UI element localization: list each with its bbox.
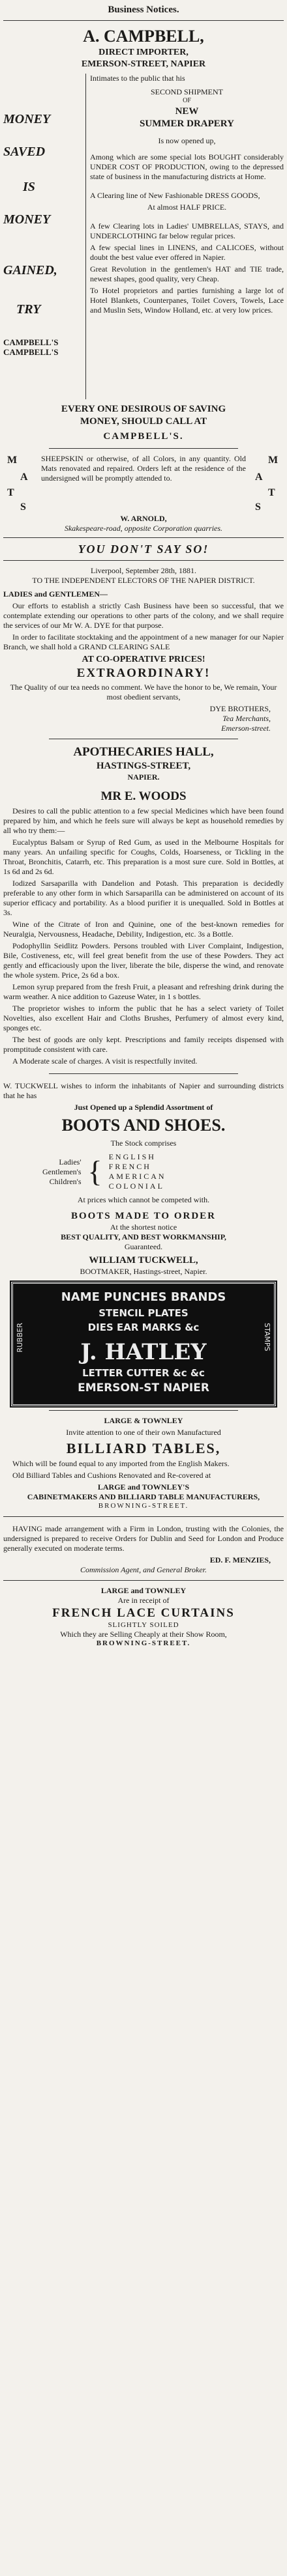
mats-letter-m-right: M (268, 454, 279, 466)
lace-ad (3, 1585, 284, 1650)
arnold-name: W. ARNOLD, (120, 513, 167, 523)
divider (3, 560, 284, 561)
woods-p1: Desires to call the public attention to a few special Medicines which have been found prepared by him, and which he feels sure will always be kept as household remedies by all who try them:— (3, 806, 284, 835)
campbell-right-column (86, 74, 284, 317)
woods-p4: Wine of the Citrate of Iron and Quinine, one of the best-known remedies for Neuralgia, Nervousness, Headache, Debility, Indigestion, etc. 3s a Bottle. (3, 919, 284, 939)
large-p1: Which will be found equal to any imported from the English Makers. (12, 1459, 230, 1468)
lace-street: BROWNING-STREET. (96, 1639, 191, 1648)
woods-p9: A Moderate scale of charges. A visit is respectfully invited. (12, 1056, 198, 1066)
divider (3, 20, 284, 21)
left-word-campbells-2: CAMPBELL'S (3, 347, 59, 358)
campbell-p2: A Clearing line of New Fashionable DRESS GOODS, (90, 191, 260, 201)
campbell-summer: SUMMER DRAPERY (140, 118, 234, 129)
campbell-p4: A few Clearing lots in Ladies' UMBRELLAS, STAYS, and UNDERCLOTHING far below regular prices. (90, 221, 284, 241)
cat-ladies: Ladies' (59, 1157, 82, 1167)
mats-letter-m: M (7, 454, 18, 466)
woods-p2: Eucalyptus Balsam or Syrup of Red Gum, as used in the Melbourne Hospitals for many years. An unfailing specific for Coughs, Colds, Hoarseness, or Tickling in the Throat, Bronchitis, Catarrh, etc. This preparation is a most sure cure. Sold in Bottles, at 1s 6d and 2s 6d. (3, 837, 284, 876)
hatley-engraved-plate (11, 1282, 276, 1406)
menzies-name: ED. F. MENZIES, (209, 1555, 271, 1564)
woods-p3: Iodized Sarsaparilla with Dandelion and Potash. This preparation is decidedly preferable to any other form in which Sarsaparilla can be administered on account of its superior efficacy and portability. As a blood purifier it is unequalled. Sold in Bottles at 3s. (3, 878, 284, 917)
large-name: LARGE & TOWNLEY (104, 1415, 183, 1425)
brace-icon: { (87, 1155, 102, 1188)
hatley-l1: NAME PUNCHES BRANDS (61, 1290, 226, 1304)
cat-gentlemen: Gentlemen's (42, 1167, 82, 1176)
tuckwell-notice: At the shortest notice (110, 1222, 177, 1232)
woods-title2: HASTINGS-STREET, (96, 761, 191, 771)
campbell-p6: Great Revolution in the gentlemen's HAT and TIE trade, newest shapes, good quality, very Cheap. (90, 264, 284, 284)
dye-date: Liverpool, September 28th, 1881. (91, 566, 196, 575)
campbell-name: A. CAMPBELL, (83, 26, 204, 46)
lace-curtains: CURTAINS (160, 1606, 235, 1620)
origin-american: AMERICAN (108, 1172, 166, 1181)
left-word-try: TRY (16, 302, 41, 317)
campbell-sub2: EMERSON-STREET, NAPIER (81, 59, 206, 69)
campbell-new: NEW (175, 106, 199, 117)
mats-letter-t-right: T (268, 487, 275, 498)
campbell-body (3, 74, 284, 399)
hatley-side-left: RUBBER (16, 1322, 24, 1352)
lace-name: LARGE and TOWNLEY (100, 1585, 187, 1595)
large-name2: LARGE and TOWNLEY'S (97, 1482, 190, 1492)
campbell-left-column (3, 74, 86, 399)
dye-sign1: DYE BROTHERS, (209, 704, 271, 714)
tuckwell-quality: BEST QUALITY, AND BEST WORKMANSHIP, (61, 1232, 226, 1241)
hatley-l3: DIES EAR MARKS &c (87, 1321, 200, 1333)
campbell-p7: To Hotel proprietors and parties furnishing a large lot of Hotel Blankets, Counterpanes, Toilet Covers, Towels, Lace and Muslin Sets, Window Holland, etc. at very low prices. (90, 286, 284, 315)
left-word-gained: GAINED, (3, 263, 57, 278)
campbell-footer3: CAMPBELL'S. (103, 431, 184, 442)
woods-title3: NAPIER. (127, 772, 160, 782)
tuckwell-origins (109, 1152, 166, 1191)
cat-children: Children's (49, 1176, 82, 1186)
hatley-l4: J. HATLEY (80, 1338, 207, 1365)
menzies-role: Commission Agent, and General Broker. (80, 1564, 207, 1574)
dye-to: TO THE INDEPENDENT ELECTORS OF THE NAPIER DISTRICT. (32, 576, 255, 585)
large-billiard: BILLIARD TABLES, (66, 1439, 221, 1456)
divider (3, 537, 284, 538)
lace-line (3, 1606, 284, 1621)
origin-french: FRENCH (108, 1162, 151, 1171)
campbell-of: OF (183, 97, 191, 105)
origin-colonial: COLONIAL (108, 1182, 164, 1191)
divider (49, 1073, 238, 1074)
tuckwell-prices: At prices which cannot be competed with. (77, 1195, 210, 1204)
mats-letter-a: A (20, 471, 28, 483)
woods-p7: The proprietor wishes to inform the public that he has a select variety of Toilet Novelties, also excellent Hair and Cloths Brushes, Perfumery of almost every kind, sponges etc. (3, 1003, 284, 1032)
woods-p6: Lemon syrup prepared from the fresh Fruit, a pleasant and refreshing drink during the warm weather. A nice addition to Gazeuse Water, in 1 s bottles. (3, 982, 284, 1001)
left-word-money-2: MONEY (3, 212, 51, 227)
campbell-opened: Is now opened up, (158, 136, 216, 146)
dye-greeting: LADIES and GENTLEMEN— (3, 589, 108, 599)
campbell-shipment: SECOND SHIPMENT (150, 87, 223, 97)
lace-french: FRENCH (52, 1606, 113, 1620)
tuckwell-ad (3, 1078, 284, 1278)
section-title: Business Notices. (108, 5, 179, 15)
tuckwell-name: WILLIAM TUCKWELL, (89, 1254, 198, 1266)
hatley-l2: STENCIL PLATES (98, 1307, 189, 1319)
campbell-footer2: MONEY, SHOULD CALL AT (80, 416, 207, 427)
lace-receipt: Are in receipt of (117, 1595, 170, 1605)
divider (3, 1516, 284, 1517)
lace-lace: LACE (117, 1606, 157, 1620)
woods-p5: Podophyllin Seidlitz Powders. Persons troubled with Liver Complaint, Indigestion, Bile, Costiveness, etc, will feel great benefit from the use of these Powders. They act gently and efficaciously upon the liver, liberate the bile, disperse the wind, and renovate the whole system. Price, 2s 6d a box. (3, 941, 284, 980)
dye-sign2: Tea Merchants, (222, 714, 271, 724)
left-word-money: MONEY (3, 112, 51, 127)
tuckwell-addr: BOOTMAKER, Hastings-street, Napier. (80, 1266, 207, 1276)
dye-extra: EXTRAORDINARY! (76, 666, 211, 680)
tuckwell-stock-table (42, 1152, 284, 1191)
mats-letter-t: T (7, 487, 14, 498)
dye-sale: AT CO-OPERATIVE PRICES! (82, 655, 205, 664)
campbell-sub1: DIRECT IMPORTER, (98, 48, 189, 58)
tuckwell-boots: BOOTS AND SHOES. (61, 1115, 226, 1135)
tuckwell-stock: The Stock comprises (110, 1139, 177, 1148)
woods-mr: MR E. WOODS (100, 789, 187, 803)
menzies-ad (3, 1521, 284, 1576)
left-word-campbells: CAMPBELL'S (3, 337, 59, 348)
divider (49, 1410, 238, 1411)
menzies-text: HAVING made arrangement with a Firm in London, trusting with the Colonies, the undersigned is prepared to receive Orders for Dublin and Seed for London and Produce generally executed on moderate terms. (3, 1523, 284, 1553)
left-word-is: IS (23, 180, 35, 195)
campbell-p5: A few special lines in LINENS, and CALICOES, without doubt the best value ever offered in Napier. (90, 243, 284, 262)
large-street: BROWNING-STREET. (98, 1502, 189, 1510)
slogan: YOU DON'T SAY SO! (78, 542, 209, 556)
large-intro: Invite attention to one of their own Manufactured (66, 1427, 221, 1437)
divider (3, 1580, 284, 1581)
campbell-footer1: EVERY ONE DESIROUS OF SAVING (61, 404, 226, 415)
tuckwell-cats (42, 1157, 81, 1187)
campbell-p3: At almost HALF PRICE. (147, 203, 227, 212)
campbell-p1: Among which are some special lots BOUGHT considerably UNDER COST OF PRODUCTION, owing to the depressed state of business in the manufacturing districts at Home. (90, 152, 284, 182)
left-word-saved: SAVED (3, 145, 46, 160)
mats-letters-left (3, 454, 36, 513)
dye-ad (3, 565, 284, 735)
woods-title1: APOTHECARIES HALL, (73, 745, 214, 759)
tuckwell-opened: Just Opened up a Splendid Assortment of (74, 1102, 213, 1112)
hatley-l6: EMERSON-ST NAPIER (78, 1381, 209, 1394)
arnold-addr: Skakespeare-road, opposite Corporation quarries. (64, 523, 223, 533)
mats-letter-a-right: A (255, 471, 263, 483)
tuckwell-intro: W. TUCKWELL wishes to inform the inhabitants of Napier and surrounding districts that he has (3, 1081, 284, 1100)
mats-letter-s: S (20, 501, 26, 513)
hatley-side-right: STAMPS (263, 1322, 271, 1351)
lace-soiled: SLIGHTLY SOILED (108, 1621, 179, 1629)
woods-p8: The best of goods are only kept. Prescriptions and family receipts dispensed with promptitude consistent with care. (3, 1034, 284, 1054)
campbell-ad (3, 25, 284, 444)
hatley-l5: LETTER CUTTER &c &c (82, 1366, 205, 1379)
dye-sign3: Emerson-street. (221, 724, 271, 733)
woods-ad (3, 743, 284, 1069)
large-cab: CABINETMAKERS AND BILLIARD TABLE MANUFACTURERS, (27, 1492, 260, 1501)
dye-p2: In order to facilitate stocktaking and the appointment of a new manager for our Napier Branch, we shall hold a GRAND CLEARING SALE (3, 632, 284, 651)
mats-letters-right (251, 454, 284, 513)
divider (49, 448, 238, 449)
tuckwell-guar: Guaranteed. (124, 1241, 163, 1251)
large-p2: Old Billiard Tables and Cushions Renovated and Re-covered at (12, 1471, 211, 1480)
dye-p1: Our efforts to establish a strictly Cash Business have been so successful, that we contemplate extending our operations to other parts of the colony, and we shall require the services of our Mr W. A. DYE for that purpose. (3, 601, 284, 630)
arnold-text: SHEEPSKIN or otherwise, of all Colors, in any quantity. Old Mats renovated and repaired. Orders left at the residence of the undersigned will be promptly attended to. (41, 453, 246, 483)
tuckwell-order: BOOTS MADE TO ORDER (70, 1211, 217, 1221)
lace-p1: Which they are Selling Cheaply at their Show Room, (60, 1630, 227, 1639)
newspaper-page (3, 0, 284, 1650)
origin-english: ENGLISH (108, 1152, 156, 1161)
billiard-ad (3, 1415, 284, 1512)
dye-p3: The Quality of our tea needs no comment. We have the honor to be, We remain, Your most obedient servants, (10, 683, 277, 702)
mats-letter-s-right: S (255, 501, 261, 513)
arnold-ad (3, 453, 284, 514)
campbell-intro: Intimates to the public that his (90, 74, 185, 83)
